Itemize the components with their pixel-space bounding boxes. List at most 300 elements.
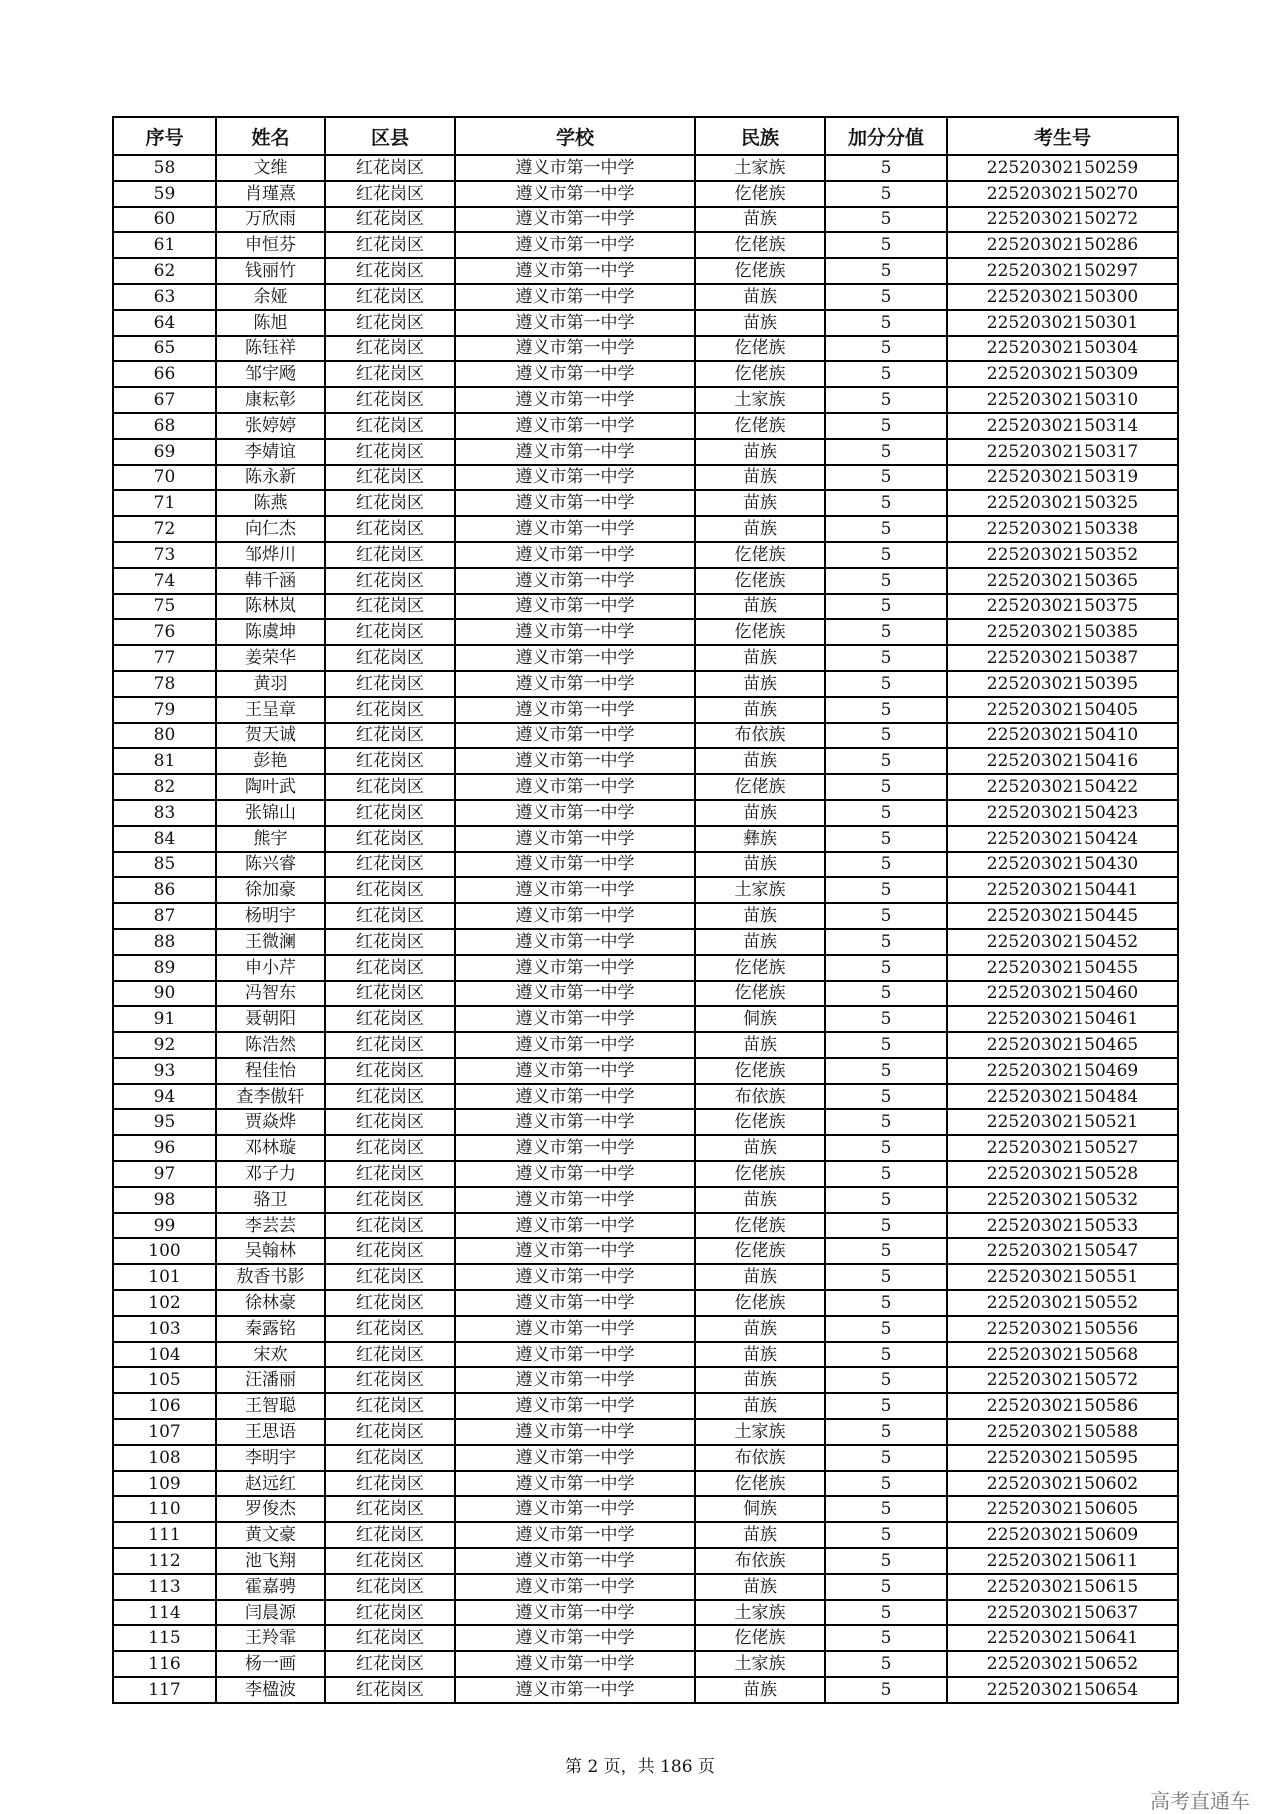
table-row — [113, 1419, 1178, 1445]
cell-ethnicity: 布依族 — [695, 723, 825, 749]
cell-exam-id: 22520302150615 — [947, 1574, 1178, 1600]
cell-bonus-points: 5 — [825, 568, 947, 594]
cell-district: 红花岗区 — [325, 1187, 455, 1213]
cell-bonus-points: 5 — [825, 1084, 947, 1110]
cell-bonus-points: 5 — [825, 1006, 947, 1032]
cell-name: 万欣雨 — [216, 207, 325, 233]
cell-school: 遵义市第一中学 — [455, 568, 695, 594]
cell-name: 申小芹 — [216, 955, 325, 981]
cell-name: 徐加豪 — [216, 877, 325, 903]
cell-ethnicity: 仡佬族 — [695, 774, 825, 800]
cell-exam-id: 22520302150528 — [947, 1161, 1178, 1187]
table-row — [113, 1058, 1178, 1084]
cell-index: 84 — [113, 826, 216, 852]
cell-ethnicity: 土家族 — [695, 155, 825, 181]
cell-district: 红花岗区 — [325, 800, 455, 826]
cell-bonus-points: 5 — [825, 258, 947, 284]
cell-ethnicity: 仡佬族 — [695, 336, 825, 362]
table-row — [113, 439, 1178, 465]
cell-index: 91 — [113, 1006, 216, 1032]
cell-school: 遵义市第一中学 — [455, 1161, 695, 1187]
cell-index: 82 — [113, 774, 216, 800]
cell-exam-id: 22520302150430 — [947, 852, 1178, 878]
cell-name: 张锦山 — [216, 800, 325, 826]
table-row — [113, 181, 1178, 207]
cell-ethnicity: 侗族 — [695, 1006, 825, 1032]
cell-exam-id: 22520302150314 — [947, 413, 1178, 439]
table-row — [113, 1445, 1178, 1471]
table-row — [113, 1496, 1178, 1522]
cell-bonus-points: 5 — [825, 877, 947, 903]
cell-school: 遵义市第一中学 — [455, 1290, 695, 1316]
table-row — [113, 207, 1178, 233]
table-row — [113, 155, 1178, 181]
cell-index: 117 — [113, 1677, 216, 1703]
cell-name: 宋欢 — [216, 1342, 325, 1368]
cell-ethnicity: 苗族 — [695, 1574, 825, 1600]
cell-ethnicity: 苗族 — [695, 207, 825, 233]
cell-school: 遵义市第一中学 — [455, 981, 695, 1007]
cell-ethnicity: 仡佬族 — [695, 1058, 825, 1084]
cell-name: 吴翰林 — [216, 1238, 325, 1264]
cell-exam-id: 22520302150375 — [947, 594, 1178, 620]
cell-school: 遵义市第一中学 — [455, 1600, 695, 1626]
cell-district: 红花岗区 — [325, 697, 455, 723]
cell-district: 红花岗区 — [325, 981, 455, 1007]
cell-index: 105 — [113, 1367, 216, 1393]
cell-ethnicity: 仡佬族 — [695, 568, 825, 594]
cell-index: 78 — [113, 671, 216, 697]
cell-bonus-points: 5 — [825, 1522, 947, 1548]
header-bonus-points: 加分分值 — [825, 117, 947, 155]
bonus-points-table — [112, 116, 1179, 1704]
cell-name: 秦露铭 — [216, 1316, 325, 1342]
cell-ethnicity: 仡佬族 — [695, 1109, 825, 1135]
cell-district: 红花岗区 — [325, 903, 455, 929]
cell-ethnicity: 苗族 — [695, 1316, 825, 1342]
cell-index: 59 — [113, 181, 216, 207]
cell-exam-id: 22520302150588 — [947, 1419, 1178, 1445]
page-number: 第 2 页，共 186 页 — [565, 1757, 715, 1777]
cell-school: 遵义市第一中学 — [455, 929, 695, 955]
cell-bonus-points: 5 — [825, 1290, 947, 1316]
cell-exam-id: 22520302150310 — [947, 387, 1178, 413]
table-row — [113, 568, 1178, 594]
table-row — [113, 645, 1178, 671]
table-row — [113, 1471, 1178, 1497]
cell-exam-id: 22520302150611 — [947, 1548, 1178, 1574]
cell-name: 查李傲轩 — [216, 1084, 325, 1110]
cell-bonus-points: 5 — [825, 671, 947, 697]
cell-name: 霍嘉骋 — [216, 1574, 325, 1600]
cell-school: 遵义市第一中学 — [455, 1109, 695, 1135]
cell-index: 108 — [113, 1445, 216, 1471]
table-row — [113, 1548, 1178, 1574]
cell-bonus-points: 5 — [825, 310, 947, 336]
cell-ethnicity: 仡佬族 — [695, 1238, 825, 1264]
cell-school: 遵义市第一中学 — [455, 181, 695, 207]
cell-ethnicity: 仡佬族 — [695, 1625, 825, 1651]
table-row — [113, 1161, 1178, 1187]
table-row — [113, 1238, 1178, 1264]
cell-district: 红花岗区 — [325, 619, 455, 645]
cell-district: 红花岗区 — [325, 232, 455, 258]
cell-ethnicity: 仡佬族 — [695, 955, 825, 981]
cell-school: 遵义市第一中学 — [455, 1471, 695, 1497]
cell-district: 红花岗区 — [325, 1032, 455, 1058]
header-exam-id: 考生号 — [947, 117, 1178, 155]
cell-exam-id: 22520302150527 — [947, 1135, 1178, 1161]
cell-name: 杨一画 — [216, 1651, 325, 1677]
cell-name: 李芸芸 — [216, 1213, 325, 1239]
cell-district: 红花岗区 — [325, 413, 455, 439]
cell-index: 99 — [113, 1213, 216, 1239]
cell-bonus-points: 5 — [825, 697, 947, 723]
cell-name: 聂朝阳 — [216, 1006, 325, 1032]
cell-index: 65 — [113, 336, 216, 362]
cell-ethnicity: 苗族 — [695, 852, 825, 878]
cell-exam-id: 22520302150551 — [947, 1264, 1178, 1290]
table-row — [113, 361, 1178, 387]
cell-exam-id: 22520302150405 — [947, 697, 1178, 723]
cell-school: 遵义市第一中学 — [455, 361, 695, 387]
cell-ethnicity: 苗族 — [695, 490, 825, 516]
cell-bonus-points: 5 — [825, 490, 947, 516]
cell-district: 红花岗区 — [325, 465, 455, 491]
cell-index: 93 — [113, 1058, 216, 1084]
cell-name: 彭艳 — [216, 748, 325, 774]
cell-name: 陈浩然 — [216, 1032, 325, 1058]
table-row — [113, 1367, 1178, 1393]
cell-exam-id: 22520302150352 — [947, 542, 1178, 568]
cell-ethnicity: 仡佬族 — [695, 232, 825, 258]
cell-school: 遵义市第一中学 — [455, 1367, 695, 1393]
cell-school: 遵义市第一中学 — [455, 1238, 695, 1264]
cell-index: 67 — [113, 387, 216, 413]
cell-bonus-points: 5 — [825, 207, 947, 233]
cell-exam-id: 22520302150609 — [947, 1522, 1178, 1548]
table-row — [113, 619, 1178, 645]
table-row — [113, 1522, 1178, 1548]
cell-name: 张婷婷 — [216, 413, 325, 439]
cell-district: 红花岗区 — [325, 723, 455, 749]
cell-index: 106 — [113, 1393, 216, 1419]
cell-district: 红花岗区 — [325, 1238, 455, 1264]
cell-bonus-points: 5 — [825, 439, 947, 465]
cell-ethnicity: 苗族 — [695, 1393, 825, 1419]
cell-bonus-points: 5 — [825, 361, 947, 387]
table-row — [113, 310, 1178, 336]
cell-index: 73 — [113, 542, 216, 568]
cell-exam-id: 22520302150395 — [947, 671, 1178, 697]
cell-school: 遵义市第一中学 — [455, 955, 695, 981]
table-row — [113, 1187, 1178, 1213]
cell-school: 遵义市第一中学 — [455, 826, 695, 852]
table-row — [113, 490, 1178, 516]
cell-exam-id: 22520302150424 — [947, 826, 1178, 852]
table-row — [113, 1342, 1178, 1368]
table-row — [113, 1006, 1178, 1032]
cell-bonus-points: 5 — [825, 181, 947, 207]
cell-district: 红花岗区 — [325, 284, 455, 310]
cell-school: 遵义市第一中学 — [455, 1187, 695, 1213]
cell-bonus-points: 5 — [825, 1109, 947, 1135]
cell-index: 61 — [113, 232, 216, 258]
cell-ethnicity: 侗族 — [695, 1496, 825, 1522]
cell-name: 汪潘丽 — [216, 1367, 325, 1393]
cell-ethnicity: 彝族 — [695, 826, 825, 852]
cell-index: 80 — [113, 723, 216, 749]
cell-name: 黄文豪 — [216, 1522, 325, 1548]
cell-ethnicity: 苗族 — [695, 465, 825, 491]
header-district: 区县 — [325, 117, 455, 155]
cell-district: 红花岗区 — [325, 1006, 455, 1032]
cell-district: 红花岗区 — [325, 387, 455, 413]
header-index: 序号 — [113, 117, 216, 155]
cell-district: 红花岗区 — [325, 1600, 455, 1626]
cell-index: 71 — [113, 490, 216, 516]
cell-ethnicity: 苗族 — [695, 1135, 825, 1161]
cell-district: 红花岗区 — [325, 1419, 455, 1445]
table-row — [113, 1625, 1178, 1651]
cell-ethnicity: 苗族 — [695, 1677, 825, 1703]
cell-school: 遵义市第一中学 — [455, 258, 695, 284]
cell-ethnicity: 苗族 — [695, 697, 825, 723]
cell-exam-id: 22520302150637 — [947, 1600, 1178, 1626]
cell-index: 111 — [113, 1522, 216, 1548]
cell-exam-id: 22520302150387 — [947, 645, 1178, 671]
cell-index: 104 — [113, 1342, 216, 1368]
cell-district: 红花岗区 — [325, 1574, 455, 1600]
cell-name: 康耘彰 — [216, 387, 325, 413]
cell-school: 遵义市第一中学 — [455, 619, 695, 645]
cell-district: 红花岗区 — [325, 181, 455, 207]
cell-bonus-points: 5 — [825, 336, 947, 362]
cell-index: 101 — [113, 1264, 216, 1290]
cell-ethnicity: 仡佬族 — [695, 619, 825, 645]
cell-exam-id: 22520302150286 — [947, 232, 1178, 258]
table-row — [113, 1600, 1178, 1626]
cell-exam-id: 22520302150301 — [947, 310, 1178, 336]
cell-exam-id: 22520302150461 — [947, 1006, 1178, 1032]
cell-name: 陈林岚 — [216, 594, 325, 620]
cell-bonus-points: 5 — [825, 594, 947, 620]
cell-school: 遵义市第一中学 — [455, 1651, 695, 1677]
cell-district: 红花岗区 — [325, 1393, 455, 1419]
cell-index: 68 — [113, 413, 216, 439]
cell-ethnicity: 苗族 — [695, 671, 825, 697]
table-row — [113, 826, 1178, 852]
cell-bonus-points: 5 — [825, 1496, 947, 1522]
cell-exam-id: 22520302150460 — [947, 981, 1178, 1007]
cell-bonus-points: 5 — [825, 748, 947, 774]
cell-ethnicity: 苗族 — [695, 1187, 825, 1213]
cell-school: 遵义市第一中学 — [455, 232, 695, 258]
cell-ethnicity: 苗族 — [695, 594, 825, 620]
cell-name: 申恒芬 — [216, 232, 325, 258]
cell-exam-id: 22520302150605 — [947, 1496, 1178, 1522]
cell-index: 69 — [113, 439, 216, 465]
cell-bonus-points: 5 — [825, 981, 947, 1007]
cell-school: 遵义市第一中学 — [455, 1084, 695, 1110]
cell-ethnicity: 仡佬族 — [695, 361, 825, 387]
cell-district: 红花岗区 — [325, 1367, 455, 1393]
cell-ethnicity: 苗族 — [695, 1342, 825, 1368]
cell-bonus-points: 5 — [825, 1342, 947, 1368]
cell-ethnicity: 苗族 — [695, 748, 825, 774]
cell-district: 红花岗区 — [325, 877, 455, 903]
cell-name: 陈兴睿 — [216, 852, 325, 878]
cell-bonus-points: 5 — [825, 645, 947, 671]
cell-school: 遵义市第一中学 — [455, 723, 695, 749]
cell-bonus-points: 5 — [825, 1367, 947, 1393]
cell-exam-id: 22520302150445 — [947, 903, 1178, 929]
cell-index: 95 — [113, 1109, 216, 1135]
cell-index: 89 — [113, 955, 216, 981]
cell-index: 107 — [113, 1419, 216, 1445]
cell-ethnicity: 苗族 — [695, 1032, 825, 1058]
cell-name: 敖香书影 — [216, 1264, 325, 1290]
cell-exam-id: 22520302150465 — [947, 1032, 1178, 1058]
cell-bonus-points: 5 — [825, 1600, 947, 1626]
cell-bonus-points: 5 — [825, 1187, 947, 1213]
cell-exam-id: 22520302150272 — [947, 207, 1178, 233]
cell-school: 遵义市第一中学 — [455, 800, 695, 826]
cell-bonus-points: 5 — [825, 1238, 947, 1264]
cell-exam-id: 22520302150365 — [947, 568, 1178, 594]
cell-index: 63 — [113, 284, 216, 310]
table-row — [113, 1651, 1178, 1677]
cell-index: 62 — [113, 258, 216, 284]
cell-index: 110 — [113, 1496, 216, 1522]
cell-index: 94 — [113, 1084, 216, 1110]
cell-ethnicity: 布依族 — [695, 1445, 825, 1471]
cell-name: 闫晨源 — [216, 1600, 325, 1626]
cell-ethnicity: 苗族 — [695, 284, 825, 310]
cell-ethnicity: 苗族 — [695, 1367, 825, 1393]
cell-ethnicity: 仡佬族 — [695, 542, 825, 568]
header-ethnicity: 民族 — [695, 117, 825, 155]
cell-index: 103 — [113, 1316, 216, 1342]
cell-name: 钱丽竹 — [216, 258, 325, 284]
cell-district: 红花岗区 — [325, 1522, 455, 1548]
cell-exam-id: 22520302150556 — [947, 1316, 1178, 1342]
table-row — [113, 387, 1178, 413]
cell-school: 遵义市第一中学 — [455, 1548, 695, 1574]
cell-district: 红花岗区 — [325, 1651, 455, 1677]
cell-index: 92 — [113, 1032, 216, 1058]
cell-bonus-points: 5 — [825, 1393, 947, 1419]
table-row — [113, 1393, 1178, 1419]
cell-ethnicity: 布依族 — [695, 1084, 825, 1110]
cell-name: 骆卫 — [216, 1187, 325, 1213]
table-row — [113, 1032, 1178, 1058]
cell-name: 赵远红 — [216, 1471, 325, 1497]
cell-index: 114 — [113, 1600, 216, 1626]
cell-ethnicity: 苗族 — [695, 1522, 825, 1548]
cell-district: 红花岗区 — [325, 1471, 455, 1497]
cell-name: 余娅 — [216, 284, 325, 310]
cell-school: 遵义市第一中学 — [455, 1677, 695, 1703]
header-name: 姓名 — [216, 117, 325, 155]
cell-exam-id: 22520302150416 — [947, 748, 1178, 774]
cell-exam-id: 22520302150568 — [947, 1342, 1178, 1368]
cell-index: 85 — [113, 852, 216, 878]
table-row — [113, 413, 1178, 439]
cell-school: 遵义市第一中学 — [455, 490, 695, 516]
cell-district: 红花岗区 — [325, 1316, 455, 1342]
cell-name: 邓子力 — [216, 1161, 325, 1187]
cell-school: 遵义市第一中学 — [455, 1496, 695, 1522]
cell-bonus-points: 5 — [825, 774, 947, 800]
cell-index: 83 — [113, 800, 216, 826]
cell-school: 遵义市第一中学 — [455, 207, 695, 233]
cell-name: 贾焱烨 — [216, 1109, 325, 1135]
cell-bonus-points: 5 — [825, 284, 947, 310]
table-row — [113, 1290, 1178, 1316]
cell-index: 79 — [113, 697, 216, 723]
cell-exam-id: 22520302150385 — [947, 619, 1178, 645]
cell-school: 遵义市第一中学 — [455, 645, 695, 671]
cell-exam-id: 22520302150484 — [947, 1084, 1178, 1110]
cell-school: 遵义市第一中学 — [455, 852, 695, 878]
cell-ethnicity: 苗族 — [695, 645, 825, 671]
cell-exam-id: 22520302150410 — [947, 723, 1178, 749]
cell-exam-id: 22520302150552 — [947, 1290, 1178, 1316]
table-row — [113, 284, 1178, 310]
cell-district: 红花岗区 — [325, 1161, 455, 1187]
table-row — [113, 1213, 1178, 1239]
cell-district: 红花岗区 — [325, 826, 455, 852]
cell-school: 遵义市第一中学 — [455, 310, 695, 336]
cell-district: 红花岗区 — [325, 542, 455, 568]
cell-bonus-points: 5 — [825, 387, 947, 413]
cell-name: 王智聪 — [216, 1393, 325, 1419]
cell-district: 红花岗区 — [325, 439, 455, 465]
cell-index: 112 — [113, 1548, 216, 1574]
cell-exam-id: 22520302150572 — [947, 1367, 1178, 1393]
table-row — [113, 1109, 1178, 1135]
cell-name: 罗俊杰 — [216, 1496, 325, 1522]
cell-name: 陈虞坤 — [216, 619, 325, 645]
cell-school: 遵义市第一中学 — [455, 516, 695, 542]
cell-bonus-points: 5 — [825, 929, 947, 955]
cell-index: 96 — [113, 1135, 216, 1161]
cell-school: 遵义市第一中学 — [455, 387, 695, 413]
cell-exam-id: 22520302150452 — [947, 929, 1178, 955]
cell-index: 70 — [113, 465, 216, 491]
cell-index: 87 — [113, 903, 216, 929]
cell-school: 遵义市第一中学 — [455, 1625, 695, 1651]
cell-school: 遵义市第一中学 — [455, 748, 695, 774]
cell-bonus-points: 5 — [825, 852, 947, 878]
cell-name: 程佳怡 — [216, 1058, 325, 1084]
cell-name: 邓林璇 — [216, 1135, 325, 1161]
cell-ethnicity: 苗族 — [695, 516, 825, 542]
cell-name: 陈燕 — [216, 490, 325, 516]
cell-index: 60 — [113, 207, 216, 233]
cell-district: 红花岗区 — [325, 645, 455, 671]
cell-bonus-points: 5 — [825, 1419, 947, 1445]
cell-district: 红花岗区 — [325, 1342, 455, 1368]
cell-district: 红花岗区 — [325, 852, 455, 878]
cell-index: 75 — [113, 594, 216, 620]
cell-name: 陈永新 — [216, 465, 325, 491]
cell-index: 58 — [113, 155, 216, 181]
cell-exam-id: 22520302150652 — [947, 1651, 1178, 1677]
cell-bonus-points: 5 — [825, 1316, 947, 1342]
cell-bonus-points: 5 — [825, 232, 947, 258]
